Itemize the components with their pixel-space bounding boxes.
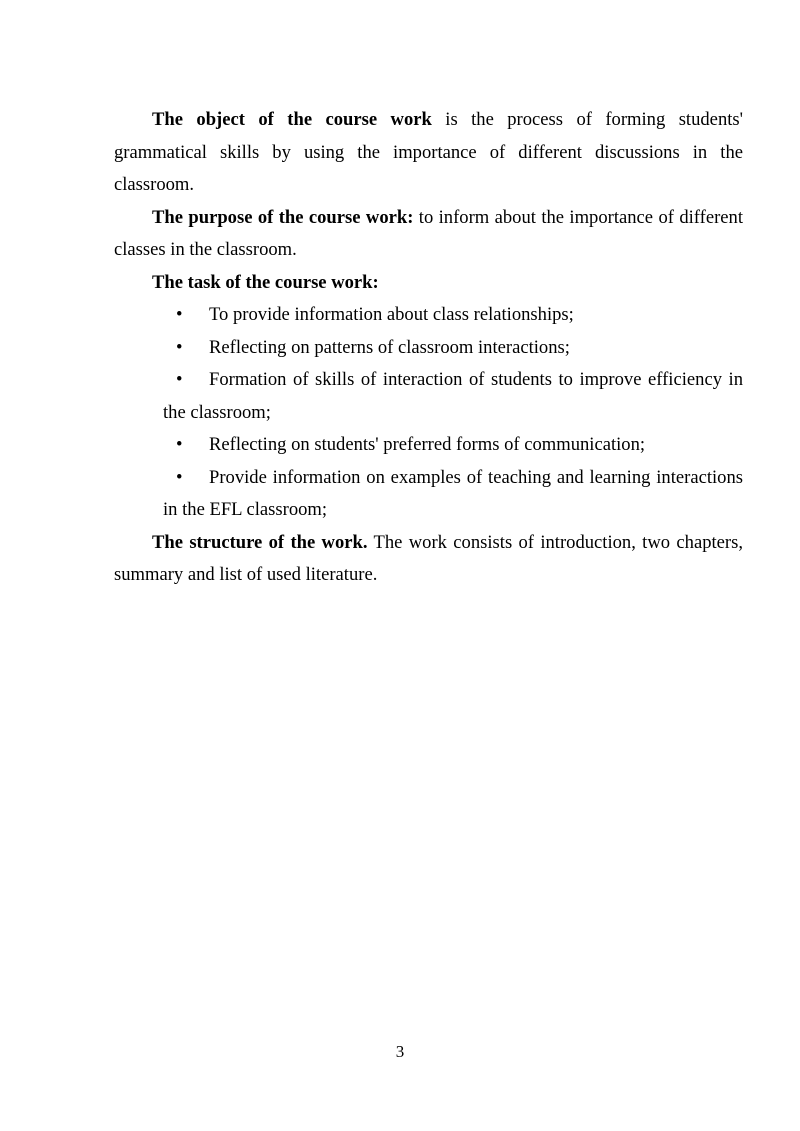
task-heading: The task of the course work: bbox=[152, 271, 379, 293]
bullet-icon: • bbox=[176, 466, 183, 488]
page-body bbox=[114, 104, 743, 592]
list-item-text: Formation of skills of interaction of students to improve efficiency in the classroom; bbox=[163, 369, 743, 423]
list-item-text: To provide information about class relationships; bbox=[209, 304, 574, 325]
page-number: 3 bbox=[395, 1042, 405, 1061]
object-paragraph bbox=[114, 104, 743, 202]
structure-text: The work consists of introduction, two chapters, summary and list of used literature. bbox=[114, 531, 743, 585]
bullet-icon: • bbox=[176, 434, 183, 455]
list-item bbox=[163, 462, 743, 527]
bullet-icon: • bbox=[176, 304, 183, 325]
purpose-heading: The purpose of the course work: bbox=[152, 206, 414, 228]
object-text: is the process of forming students' grammatical skills by using the importance of different discussions in the classroom. bbox=[114, 109, 743, 195]
list-item bbox=[163, 429, 743, 462]
list-item-text: Provide information on examples of teaching and learning interactions in the EFL classroom; bbox=[163, 466, 743, 520]
bullet-icon: • bbox=[176, 336, 183, 358]
purpose-paragraph bbox=[114, 202, 743, 267]
list-item bbox=[163, 299, 743, 332]
list-item-text: Reflecting on patterns of classroom interactions; bbox=[209, 336, 570, 358]
list-item bbox=[163, 364, 743, 429]
list-item bbox=[163, 332, 743, 365]
purpose-text: to inform about the importance of different classes in the classroom. bbox=[114, 206, 743, 260]
bullet-icon: • bbox=[176, 369, 183, 390]
structure-paragraph bbox=[114, 527, 743, 592]
task-paragraph bbox=[114, 267, 743, 300]
task-list bbox=[114, 299, 743, 527]
list-item-text: Reflecting on students' preferred forms of communication; bbox=[209, 434, 646, 455]
structure-heading: The structure of the work. bbox=[152, 531, 368, 553]
object-heading: The object of the course work bbox=[152, 109, 432, 130]
